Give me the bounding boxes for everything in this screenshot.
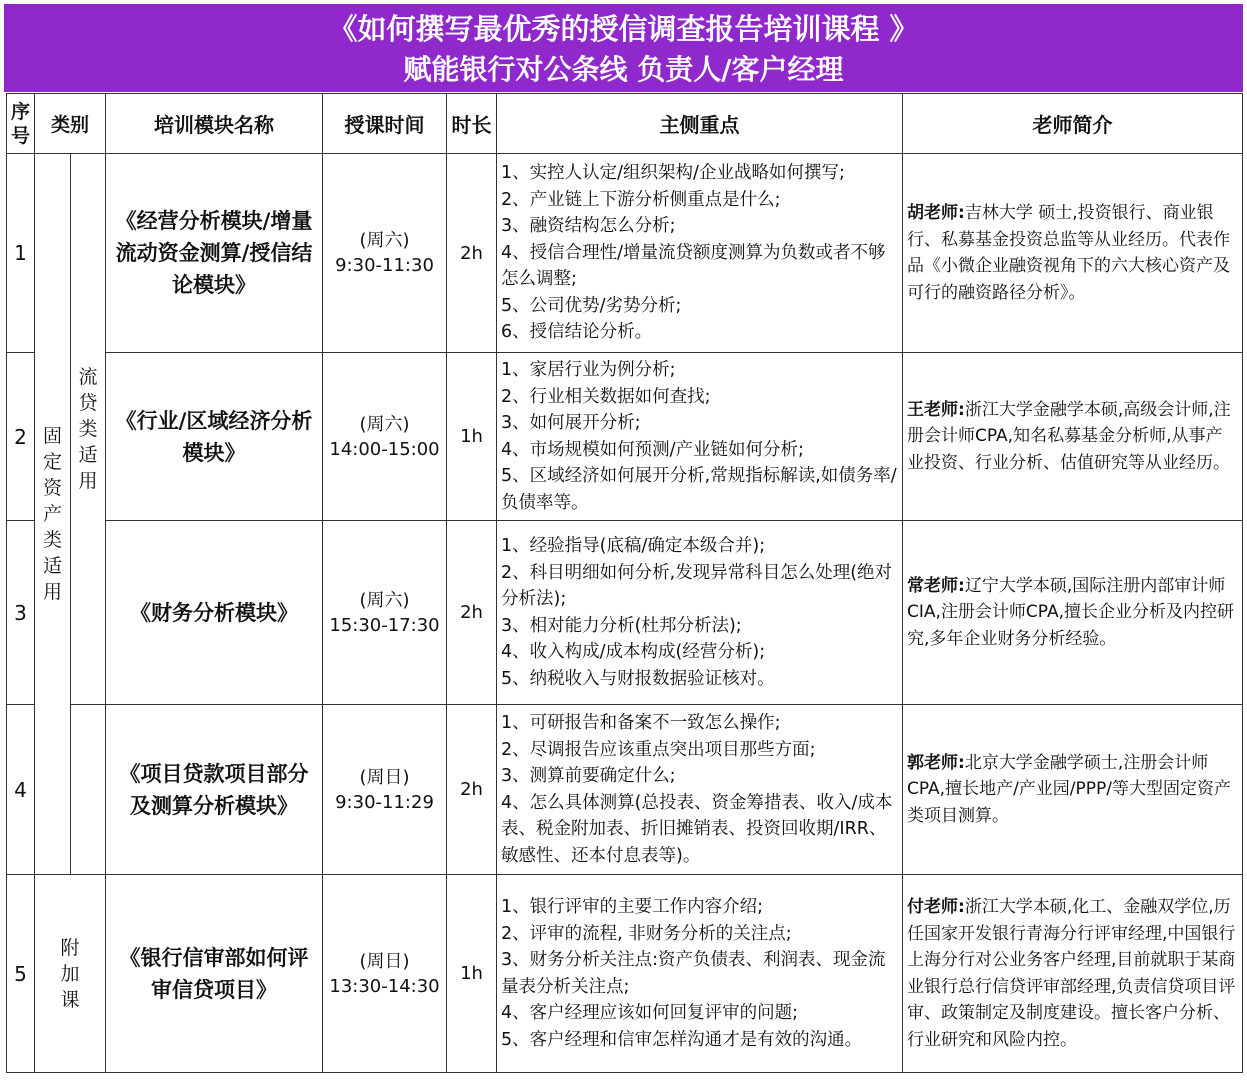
teacher-intro: 常老师:辽宁大学本硕,国际注册内部审计师CIA,注册会计师CPA,擅长企业分析及内控研究,多年企业财务分析经验。 — [903, 521, 1243, 705]
row-number: 4 — [7, 705, 35, 875]
table-row — [7, 875, 1243, 1073]
header-time: 授课时间 — [323, 94, 447, 154]
class-time: (周日) 9:30-11:29 — [323, 705, 447, 875]
focus-list: 1、经验指导(底稿/确定本级合并); 2、科目明细如何分析,发现异常科目怎么处理(绝对分析法); 3、相对能力分析(杜邦分析法); 4、收入构成/成本构成(经营分析); 5、纳税收入与财报数据验证核对。 — [497, 521, 903, 705]
header-teacher: 老师简介 — [903, 94, 1243, 154]
page-subtitle: 赋能银行对公条线 负责人/客户经理 — [403, 53, 844, 86]
table-row — [7, 521, 1243, 705]
header-focus: 主侧重点 — [497, 94, 903, 154]
duration: 1h — [447, 353, 497, 521]
focus-list: 1、家居行业为例分析; 2、行业相关数据如何查找; 3、如何展开分析; 4、市场规模如何预测/产业链如何分析; 5、区域经济如何展开分析,常规指标解读,如债务率/负债率等。 — [497, 353, 903, 521]
row-number: 5 — [7, 875, 35, 1073]
category-fixed-assets: 固定资产类适用 — [35, 154, 71, 875]
header-num: 序号 — [7, 94, 35, 154]
focus-list: 1、银行评审的主要工作内容介绍; 2、评审的流程, 非财务分析的关注点; 3、财务分析关注点:资产负债表、利润表、现金流量表分析关注点; 4、客户经理应该如何回复评审的问题; 5、客户经理和信审怎样沟通才是有效的沟通。 — [497, 875, 903, 1073]
header-module: 培训模块名称 — [106, 94, 323, 154]
teacher-intro: 郭老师:北京大学金融学硕士,注册会计师CPA,擅长地产/产业园/PPP/等大型固定资产类项目测算。 — [903, 705, 1243, 875]
class-time: (周六) 9:30-11:30 — [323, 154, 447, 353]
duration: 2h — [447, 154, 497, 353]
title-banner — [4, 4, 1243, 92]
category-empty-cell — [71, 705, 106, 875]
table-header-row — [7, 94, 1243, 154]
table-row — [7, 353, 1243, 521]
focus-list: 1、可研报告和备案不一致怎么操作; 2、尽调报告应该重点突出项目那些方面; 3、测算前要确定什么; 4、怎么具体测算(总投表、资金筹措表、收入/成本表、税金附加表、折旧摊销表、投资回收期/IRR、敏感性、还本付息表等)。 — [497, 705, 903, 875]
row-number: 1 — [7, 154, 35, 353]
duration: 1h — [447, 875, 497, 1073]
category-working-capital: 流贷类适用 — [71, 154, 106, 705]
teacher-intro: 付老师:浙江大学本硕,化工、金融双学位,历任国家开发银行青海分行评审经理,中国银行上海分行对公业务客户经理,目前就职于某商业银行总行信贷评审部经理,负责信贷项目评审、政策制定及制度建设。擅长客户分析、行业研究和风险内控。 — [903, 875, 1243, 1073]
teacher-intro: 胡老师:吉林大学 硕士,投资银行、商业银行、私募基金投资总监等从业经历。代表作品《小微企业融资视角下的六大核心资产及可行的融资路径分析》。 — [903, 154, 1243, 353]
table-row — [7, 705, 1243, 875]
module-name: 《银行信审部如何评审信贷项目》 — [106, 875, 323, 1073]
category-extra: 附加课 — [35, 875, 106, 1073]
class-time: (周六) 15:30-17:30 — [323, 521, 447, 705]
table-row — [7, 154, 1243, 353]
module-name: 《财务分析模块》 — [106, 521, 323, 705]
course-table — [6, 93, 1243, 1073]
duration: 2h — [447, 705, 497, 875]
row-number: 3 — [7, 521, 35, 705]
page-title: 《如何撰写最优秀的授信调查报告培训课程 》 — [328, 12, 919, 46]
header-category: 类别 — [35, 94, 106, 154]
teacher-intro: 王老师:浙江大学金融学本硕,高级会计师,注册会计师CPA,知名私募基金分析师,从事产业投资、行业分析、估值研究等从业经历。 — [903, 353, 1243, 521]
duration: 2h — [447, 521, 497, 705]
focus-list: 1、实控人认定/组织架构/企业战略如何撰写; 2、产业链上下游分析侧重点是什么; 3、融资结构怎么分析; 4、授信合理性/增量流贷额度测算为负数或者不够怎么调整; 5、公司优势/劣势分析; 6、授信结论分析。 — [497, 154, 903, 353]
row-number: 2 — [7, 353, 35, 521]
module-name: 《行业/区域经济分析模块》 — [106, 353, 323, 521]
class-time: (周日) 13:30-14:30 — [323, 875, 447, 1073]
module-name: 《项目贷款项目部分及测算分析模块》 — [106, 705, 323, 875]
module-name: 《经营分析模块/增量流动资金测算/授信结论模块》 — [106, 154, 323, 353]
class-time: (周六) 14:00-15:00 — [323, 353, 447, 521]
header-duration: 时长 — [447, 94, 497, 154]
